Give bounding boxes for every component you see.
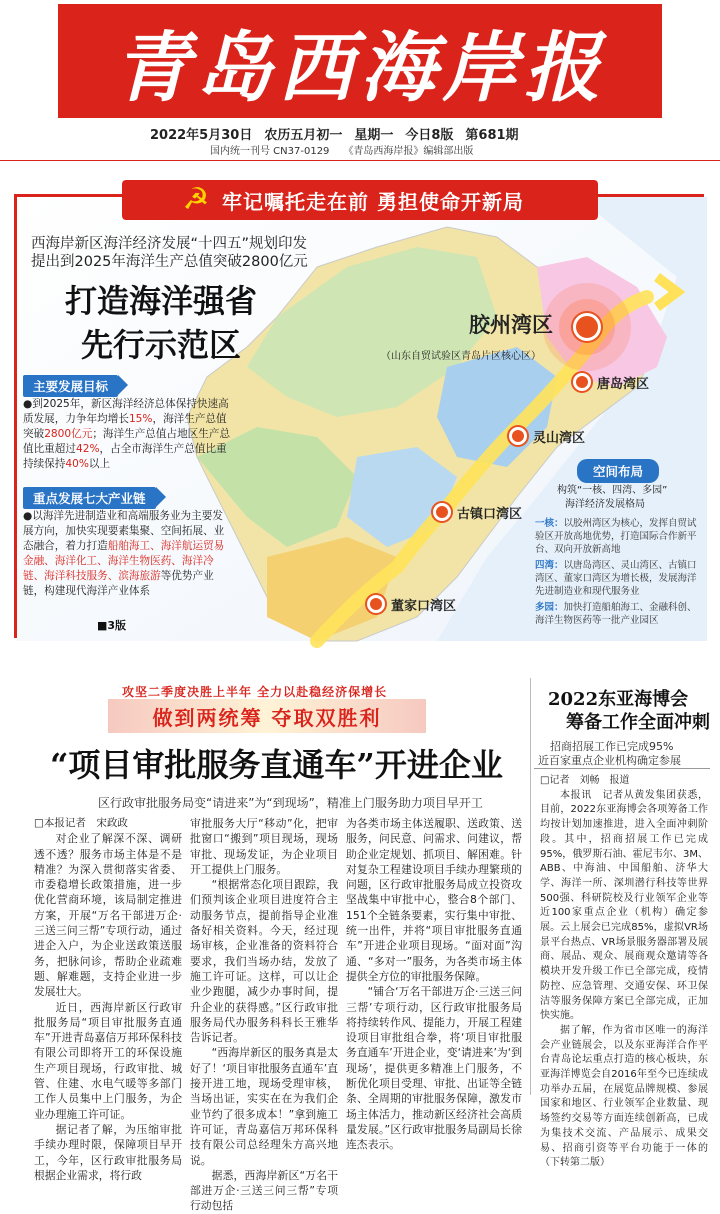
layout-sub2: 海洋经济发展格局 — [565, 499, 645, 510]
goals-text-e: 以上 — [88, 458, 111, 470]
lead-col1 — [34, 816, 182, 1183]
goals-hi3: 42% — [75, 443, 100, 455]
chains-text-b: 等优势产业链，构建现代海洋产业体系 — [23, 570, 214, 597]
place-tangdao: 唐岛湾区 — [597, 377, 650, 392]
column-divider — [530, 678, 531, 1095]
tangdao-marker — [573, 373, 591, 391]
lead-col2-p4: 据悉，西海岸新区“万名干部进万企·三送三问三帮”专项行动包括 — [190, 1168, 338, 1213]
publisher: 《青岛西海岸报》编辑部出版 — [343, 146, 474, 157]
layout-sub1: 构筑“一核、四湾、多园” — [557, 485, 668, 496]
lead-headline: “项目审批服务直通车”开进企业 — [50, 746, 503, 784]
lead-byline: □本报记者 宋政政 — [34, 817, 128, 829]
feature-lede — [31, 235, 308, 271]
side-headline2: 筹备工作全面冲刺 — [566, 712, 710, 733]
place-jiaozhou-sub: （山东自贸试验区青岛片区核心区） — [381, 351, 541, 362]
goals-text-d: ，占全市海洋生产总值比重持续保持 — [23, 443, 227, 470]
goals-text-a: ●到2025年，新区海洋经济总体保持快速高质发展，力争年均增长 — [23, 398, 229, 425]
lead-col1-p2: 近日，西海岸新区行政审批服务局“项目审批服务直通车”开进青岛嘉信万邦环保科技有限公司即将开工的环保设施生产项目现场，行政审批、城管、住建、水电气暖等多部门工作人员集中上门服务，为企业办理施工许可证。 — [34, 1000, 182, 1121]
chains-text — [23, 509, 233, 599]
lead-col2-p3: “西海岸新区的服务真是太好了！‘项目审批服务直通车’直接开进工地，现场受理审核，当场出证，实实在在为我们企业节约了很多成本！”拿到施工许可证，青岛嘉信万邦环保科技有限公司总经理朱方高兴地说。 — [190, 1046, 338, 1167]
campaign-banner — [108, 699, 426, 733]
side-rule — [534, 768, 710, 769]
chains-tag: 重点发展七大产业链 — [23, 487, 156, 509]
goals-text — [23, 397, 233, 472]
layout-title: 空间布局 — [577, 459, 659, 483]
lead-col1-p3: 据记者了解，为压缩审批手续办理时限，保障项目早开工，今年，区行政审批服务局根据企业需求，将行政 — [34, 1122, 182, 1182]
lead-col2 — [190, 816, 338, 1214]
publication-info — [210, 142, 473, 157]
issue-weekday: 星期一 — [354, 128, 394, 143]
layout-parks — [535, 601, 705, 627]
layout-parks-label: 多园： — [535, 602, 564, 613]
layout-core-text: 以胶州湾区为核心，发挥自贸试验区开放高地优势，打造国际合作新平台、双向开放新高地 — [535, 518, 697, 555]
layout-bays — [535, 559, 705, 598]
layout-bays-text: 以唐岛湾区、灵山湾区、古镇口湾区、董家口湾区为增长极，发展海洋先进制造业和现代服务业 — [535, 560, 697, 597]
dongjiakou-marker — [367, 595, 385, 613]
layout-parks-text: 加快打造船舶海工、金融科创、海洋生物医药等一批产业园区 — [535, 602, 697, 626]
feature-headline-line1: 打造海洋强省 — [65, 282, 258, 320]
goals-tag: 主要发展目标 — [23, 375, 118, 397]
campaign-main: 做到两统筹 夺取双胜利 — [152, 705, 382, 730]
goals-hi2: 2800亿元 — [44, 428, 93, 440]
side-headline1: 2022东亚海博会 — [548, 689, 689, 710]
side-byline: □记者 刘畅 报道 — [540, 775, 630, 786]
place-dongjiakou: 董家口湾区 — [391, 599, 457, 614]
side-p2: 据了解，作为省市区唯一的海洋会产业链展会，以及东亚海洋合作平台青岛论坛重点打造的核心板块，东亚海洋博览会自2016年至今已连续成功举办五届，在展览品牌规模、参展国家和地区、行业领军企业数量、现场签约交易等方面连续创新高，已成为集技术交流、产品展示、成果交易、招商引资等平台功能于一体的（下转第二版） — [540, 1024, 708, 1169]
see-page-ref: ■3版 — [97, 619, 127, 632]
feature-lede-line2: 提出到2025年海洋生产总值突破2800亿元 — [31, 254, 308, 270]
lead-col1-p1: 对企业了解深不深、调研透不透？服务市场主体是不是精准？为深入贯彻落实省委、市委稳增长政策措施，进一步优化营商环境，该局制定推进方案，开展“万名干部进万企·三送三问三帮”专项行动，通过进企入户，为企业送政策送服务，把脉问诊，帮助企业疏难题、解难题，支持企业进一步发展壮大。 — [34, 832, 182, 999]
feature-lede-line1: 西海岸新区海洋经济发展“十四五”规划印发 — [31, 236, 308, 252]
issue-number: 第681期 — [465, 128, 519, 143]
issue-line — [150, 124, 630, 143]
layout-core-label: 一核： — [535, 518, 564, 529]
cn-number: 国内统一刊号 CN37-0129 — [210, 146, 330, 157]
jiaozhou-marker — [573, 313, 601, 341]
side-body — [540, 774, 708, 1171]
lead-col3-p2: “铺合‘万名干部进万企·三送三问三帮’专项行动，区行政审批服务局将持续转作风、提能力，开展工程建设项目审批组合拳，将‘项目审批服务直通车’开进企业，变‘请进来’为‘到现场’，提供更多精准上门服务，不断优化项目受理、审批、出证等全链条、全周期的审批服务保障，激发市场主体活力，推动新区经济社会高质量发展。”区行政审批服务局副局长徐连杰表示。 — [346, 985, 522, 1152]
issue-pages: 今日8版 — [405, 128, 454, 143]
feature-headline-line2: 先行示范区 — [81, 326, 242, 364]
guzhenkou-marker — [433, 503, 451, 521]
layout-bays-label: 四湾： — [535, 560, 564, 571]
issue-date: 2022年5月30日 — [150, 128, 253, 143]
side-sub2: 近百家重点企业机构确定参展 — [538, 754, 681, 767]
lead-col2-p2: “根据常态化项目跟踪，我们预判该企业项目进度符合主动服务节点，提前指导企业准备好相关资料。今天，经过现场审核，企业准备的资料符合要求，我们当场办结，发放了施工许可证。这样，可以让企业少跑腿，减少办事时间，提升企业的获得感。”区行政审批服务局代办服务科科长王雅华告诉记者。 — [190, 878, 338, 1045]
feature-banner-text: 牢记嘱托走在前 勇担使命开新局 — [222, 189, 524, 214]
lead-col3-p1: 为各类市场主体送履职、送政策、送服务，问民意、问需求、问建议，帮助企业定规划、抓项目、解困难。针对复杂工程建设项目手续办理繁琐的问题，区行政审批服务局成立投资攻坚战集中审批中心，整合8个部门、151个全链条要素，实行集中审批、统一出件，并将“项目审批服务直通车”开进企业项目现场。“面对面”沟通、“多对一”服务，为各类市场主体提供全方位的审批服务保障。 — [346, 817, 522, 983]
masthead-title: 青岛西海岸报 — [114, 22, 606, 112]
place-lingshan: 灵山湾区 — [533, 431, 586, 446]
masthead — [58, 4, 662, 118]
masthead-rule — [0, 160, 720, 161]
issue-lunar: 农历五月初一 — [264, 128, 343, 143]
feature-box — [14, 194, 704, 638]
lead-subhead: 区行政审批服务局变“请进来”为“到现场”，精准上门服务助力项目早开工 — [98, 796, 483, 810]
goals-text-c: ；海洋生产总值占地区生产总值比重超过 — [23, 428, 231, 455]
chains-hi: 船舶海工、海洋航运贸易金融、海洋化工、海洋生物医药、海洋冷链、海洋科技服务、滨海旅游 — [23, 540, 225, 582]
goals-hi1: 15% — [128, 413, 153, 425]
party-emblem-icon: ☭ — [182, 182, 210, 217]
feature-headline — [65, 279, 257, 367]
campaign-sub: 攻坚二季度决胜上半年 全力以赴稳经济保增长 — [122, 685, 388, 699]
side-sub1: 招商招展工作已完成95% — [550, 740, 674, 753]
layout-core — [535, 517, 705, 556]
place-jiaozhou: 胶州湾区 — [469, 313, 553, 337]
lingshan-marker — [509, 427, 527, 445]
lead-col2-p1: 审批服务大厅“移动”化，把审批窗口“搬到”项目现场，现场审批、现场发证，为企业项目开工提供上门服务。 — [190, 817, 338, 876]
goals-text-b: ，海洋生产总值突破 — [23, 413, 227, 440]
feature-banner — [122, 180, 598, 220]
goals-hi4: 40% — [65, 458, 89, 470]
side-p1: 本报讯 记者从黄发集团获悉，目前，2022东亚海博会各项筹备工作均按计划加速推进，进入全面冲刺阶段。其中，招商招展工作已完成95%，俄罗斯石油、霍尼韦尔、3M、ABB、中海油、中国船舶、济华大学、海洋一所、深圳潜行科技等世界500强、科研院校及行业领军企业等近100家重点企业（机构）确定参展。云上展会已完成85%，虚拟VR场景平台热点、VR场景服务器部署及展商、展品、观众、展商观众邀请等各模块开发升级工作已全部完成，疫情防控、应急管理、交通安保、环卫保洁等服务保障方案已全部完成，正加快实施。 — [540, 789, 708, 1022]
place-guzhenkou: 古镇口湾区 — [457, 507, 523, 522]
lead-col3 — [346, 816, 522, 1153]
chains-text-a: ●以海洋先进制造业和高端服务业为主要发展方向，加快实现要素集聚、空间拓展、业态融合，着力打造 — [23, 510, 225, 552]
